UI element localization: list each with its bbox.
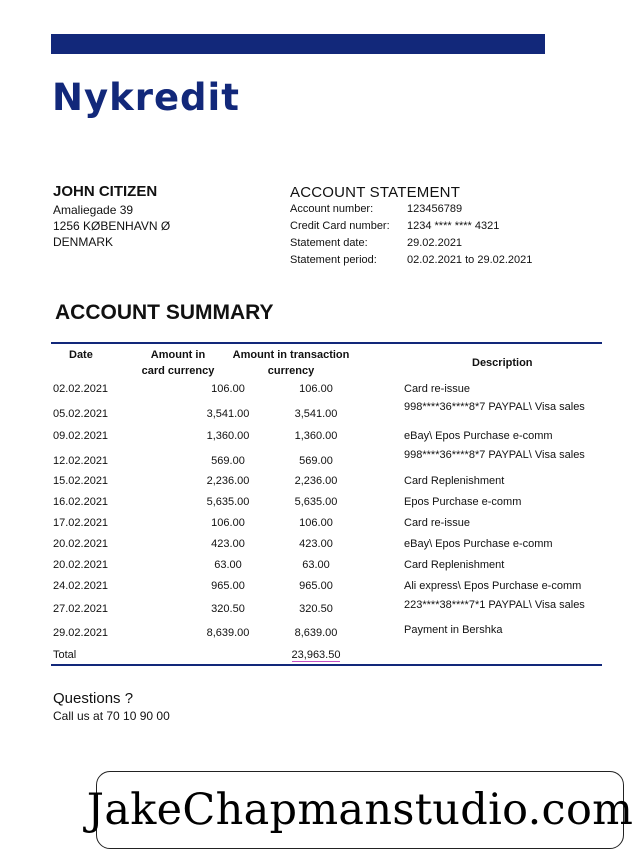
cell-amount: 5,635.00: [206, 496, 250, 508]
header-description: Description: [472, 357, 533, 369]
cell-amount: 965.00: [211, 580, 245, 592]
cell-description: eBay\ Epos Purchase e-comm: [404, 430, 553, 442]
cell-description: Epos Purchase e-comm: [404, 496, 522, 508]
cell-date: 20.02.2021: [53, 538, 109, 550]
cell-amount: 63.00: [214, 559, 242, 571]
cell-trx-amount: 106.00: [299, 517, 333, 529]
customer-country: DENMARK: [53, 235, 114, 249]
statement-field: [290, 254, 533, 271]
statement-title: ACCOUNT STATEMENT: [290, 184, 461, 201]
cell-trx-amount: 569.00: [299, 455, 333, 467]
table-row: [51, 556, 602, 577]
field-value: 123456789: [407, 203, 463, 215]
cell-trx-amount: 423.00: [299, 538, 333, 550]
table-row: [51, 380, 602, 401]
cell-date: 27.02.2021: [53, 603, 109, 615]
table-row: [51, 493, 602, 514]
table-row: [51, 401, 602, 427]
cell-description: Card re-issue: [404, 517, 471, 529]
cell-trx-amount: 1,360.00: [294, 430, 338, 442]
total-row: [51, 648, 602, 664]
cell-trx-amount: 320.50: [299, 603, 333, 615]
field-label: Account number:: [290, 203, 374, 215]
table-header: [51, 344, 602, 380]
cell-trx-amount: 106.00: [299, 383, 333, 395]
cell-amount: 106.00: [211, 517, 245, 529]
field-label: Statement period:: [290, 254, 377, 266]
cell-amount: 569.00: [211, 455, 245, 467]
cell-trx-amount: 5,635.00: [294, 496, 338, 508]
table-row: [51, 427, 602, 449]
cell-trx-amount: 8,639.00: [294, 627, 338, 639]
contact-phone: Call us at 70 10 90 00: [53, 709, 170, 723]
cell-trx-amount: 2,236.00: [294, 475, 338, 487]
cell-amount: 423.00: [211, 538, 245, 550]
table-row: [51, 535, 602, 556]
cell-trx-amount: 965.00: [299, 580, 333, 592]
cell-date: 17.02.2021: [53, 517, 109, 529]
customer-address: [53, 184, 170, 250]
cell-date: 24.02.2021: [53, 580, 109, 592]
cell-date: 20.02.2021: [53, 559, 109, 571]
field-value: 1234 **** **** 4321: [407, 220, 500, 232]
field-value: 29.02.2021: [407, 237, 463, 249]
header-amount-line2: card currency: [141, 365, 215, 377]
statement-field: [290, 237, 463, 254]
total-value: [266, 649, 366, 661]
cell-date: 12.02.2021: [53, 455, 109, 467]
customer-city: 1256 KØBENHAVN Ø: [53, 219, 171, 233]
cell-description: Card Replenishment: [404, 559, 505, 571]
cell-date: 09.02.2021: [53, 430, 109, 442]
cell-description: 998****36****8*7 PAYPAL\ Visa sales: [404, 401, 585, 413]
cell-date: 16.02.2021: [53, 496, 109, 508]
cell-description: 223****38****7*1 PAYPAL\ Visa sales: [404, 599, 585, 611]
cell-amount: 8,639.00: [206, 627, 250, 639]
cell-date: 15.02.2021: [53, 475, 109, 487]
cell-description: Ali express\ Epos Purchase e-comm: [404, 580, 582, 592]
bank-logo: Nykredit: [52, 76, 240, 119]
customer-name: JOHN CITIZEN: [53, 183, 158, 200]
header-trx-line2: currency: [267, 365, 315, 377]
customer-street: Amaliegade 39: [53, 203, 134, 217]
cell-amount: 320.50: [211, 603, 245, 615]
total-value-text: 23,963.50: [291, 649, 341, 661]
table-bottom-rule: [51, 664, 602, 666]
transactions-table: [51, 342, 602, 666]
cell-description: 998****36****8*7 PAYPAL\ Visa sales: [404, 449, 585, 461]
header-bar: [51, 34, 545, 54]
table-row: [51, 472, 602, 493]
statement-field: [290, 203, 463, 220]
summary-title: ACCOUNT SUMMARY: [55, 301, 274, 324]
cell-date: 29.02.2021: [53, 627, 109, 639]
cell-amount: 106.00: [211, 383, 245, 395]
cell-description: Card Replenishment: [404, 475, 505, 487]
cell-description: eBay\ Epos Purchase e-comm: [404, 538, 553, 550]
table-row: [51, 514, 602, 535]
field-label: Credit Card number:: [290, 220, 390, 232]
table-row: [51, 621, 602, 648]
statement-field: [290, 220, 500, 237]
header-amount-line1: Amount in: [150, 349, 206, 361]
table-row: [51, 577, 602, 599]
cell-amount: 3,541.00: [206, 408, 250, 420]
cell-date: 05.02.2021: [53, 408, 109, 420]
statement-info: [290, 184, 533, 271]
header-trx-line1: Amount in transaction: [232, 349, 350, 361]
cell-amount: 1,360.00: [206, 430, 250, 442]
cell-trx-amount: 63.00: [302, 559, 330, 571]
header-amount: [128, 347, 228, 379]
cell-amount: 2,236.00: [206, 475, 250, 487]
questions-heading: Questions ?: [53, 690, 134, 707]
table-row: [51, 599, 602, 621]
field-label: Statement date:: [290, 237, 368, 249]
header-date: Date: [69, 349, 93, 361]
cell-trx-amount: 3,541.00: [294, 408, 338, 420]
cell-description: Card re-issue: [404, 383, 471, 395]
cell-date: 02.02.2021: [53, 383, 109, 395]
total-label: Total: [53, 649, 77, 661]
header-trx: [226, 347, 356, 379]
table-body: [51, 380, 602, 648]
watermark-banner: JakeChapmanstudio.com: [96, 771, 624, 849]
cell-description: Payment in Bershka: [404, 624, 503, 636]
field-value: 02.02.2021 to 29.02.2021: [407, 254, 533, 266]
table-row: [51, 449, 602, 472]
